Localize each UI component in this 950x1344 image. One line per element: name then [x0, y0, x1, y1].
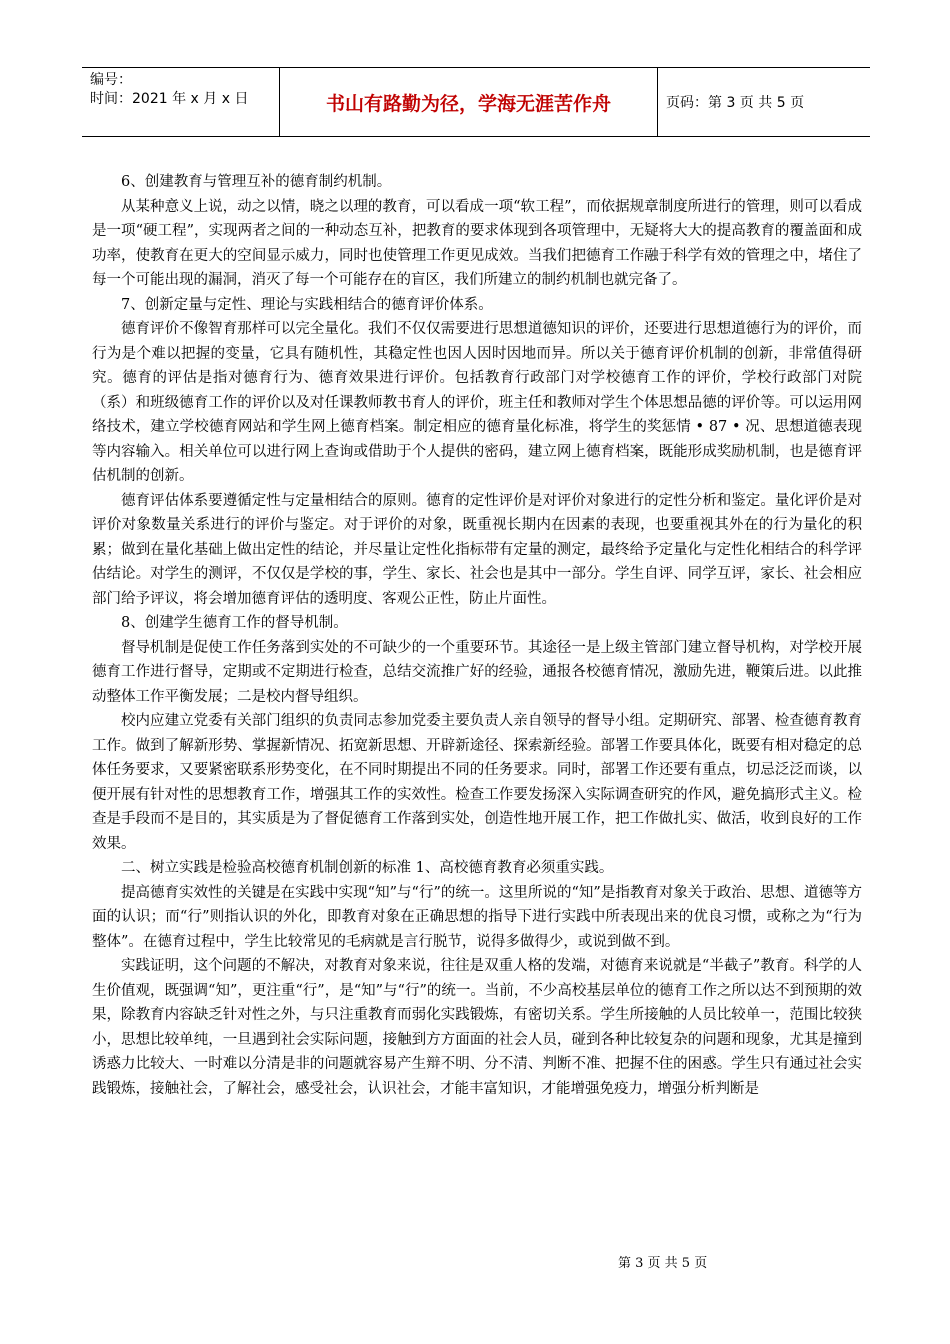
header-page-label: 页码：第 3 页 共 5 页 [666, 95, 805, 111]
paragraph: 提高德育实效性的关键是在实践中实现“知”与“行”的统一。这里所说的“知”是指教育对象关于政治、思想、道德等方面的认识；而“行”则指认识的外化，即教育对象在正确思想的指导下进行实践中所表现出来的优良习惯，或称之为“行为整体”。在德育过程中，学生比较常见的毛病就是言行脱节，说得多做得少，或说到做不到。 [92, 884, 862, 950]
paragraph: 德育评价不像智育那样可以完全量化。我们不仅仅需要进行思想道德知识的评价，还要进行思想道德行为的评价，而行为是个难以把握的变量，它具有随机性，其稳定性也因人因时因地而异。所以关于德育评价机制的创新，非常值得研究。德育的评估是指对德育行为、德育效果进行评价。包括教育行政部门对学校德育工作的评价，学校行政部门对院（系）和班级德育工作的评价以及对任课教师教书育人的评价，班主任和教师对学生个体思想品德的评价等。可以运用网络技术，建立学校德育网站和学生网上德育档案。制定相应的德育量化标准，将学生的奖惩情 • 87 • 况、思想道德表现等内容输入。相关单位可以进行网上查询或借助于个人提供的密码，建立网上德育档案，既能形成奖励机制，也是德育评估机制的创新。 [92, 321, 862, 484]
paragraph: 8、创建学生德育工作的督导机制。 [121, 615, 348, 631]
paragraph: 二、树立实践是检验高校德育机制创新的标准 1、高校德育教育必须重实践。 [121, 860, 614, 876]
time-label: 时间：2021 年 x 月 x 日 [90, 91, 249, 107]
paragraph: 从某种意义上说，动之以情，晓之以理的教育，可以看成一项“软工程”，而依据规章制度所进行的管理，则可以看成是一项“硬工程”，实现两者之间的一种动态互补，把教育的要求体现到各项管理中，无疑将大大的提高教育的覆盖面和成功率，使教育在更大的空间显示威力，同时也使管理工作更见成效。当我们把德育工作融于科学有效的管理之中，堵住了每一个可能出现的漏洞，消灭了每一个可能存在的盲区，我们所建立的制约机制也就完备了。 [92, 198, 862, 288]
document-body [92, 170, 862, 1101]
paragraph: 6、创建教育与管理互补的德育制约机制。 [121, 174, 392, 190]
paragraph: 实践证明，这个问题的不解决，对教育对象来说，往往是双重人格的发端，对德育来说就是“半截子”教育。科学的人生价值观，既强调“知”，更注重“行”，是“知”与“行”的统一。当前，不少高校基层单位的德育工作之所以达不到预期的效果，除教育内容缺乏针对性之外，与只注重教育而弱化实践锻炼，有密切关系。学生所接触的人员比较单一，范围比较狭小，思想比较单纯，一旦遇到社会实际问题，接触到方方面面的社会人员，碰到各种比较复杂的问题和现象，尤其是撞到诱惑力比较大、一时难以分清是非的问题就容易产生辩不明、分不清、判断不准、把握不住的困惑。学生只有通过社会实践锻炼，接触社会，了解社会，感受社会，认识社会，才能丰富知识，才能增强免疫力，增强分析判断是 [92, 958, 862, 1097]
paragraph: 7、创新定量与定性、理论与实践相结合的德育评价体系。 [121, 296, 493, 313]
page-footer: 第 3 页 共 5 页 [618, 1256, 708, 1271]
paragraph: 德育评估体系要遵循定性与定量相结合的原则。德育的定性评价是对评价对象进行的定性分析和鉴定。量化评价是对评价对象数量关系进行的评价与鉴定。对于评价的对象，既重视长期内在因素的表现，也要重视其外在的行为量化的积累；做到在量化基础上做出定性的结论，并尽量让定性化指标带有定量的测定，最终给予定量化与定性化相结合的科学评估结论。对学生的测评，不仅仅是学校的事，学生、家长、社会也是其中一部分。学生自评、同学互评，家长、社会相应部门给予评议，将会增加德育评估的透明度、客观公正性，防止片面性。 [92, 492, 862, 607]
header-motto: 书山有路勤为径，学海无涯苦作舟 [280, 68, 658, 136]
number-label: 编号： [90, 72, 132, 88]
page-header [82, 67, 870, 137]
paragraph: 督导机制是促使工作任务落到实处的不可缺少的一个重要环节。其途径一是上级主管部门建立督导机构，对学校开展德育工作进行督导，定期或不定期进行检查，总结交流推广好的经验，通报各校德育情况，激励先进，鞭策后进。以此推动整体工作平衡发展；二是校内督导组织。 [92, 639, 862, 705]
paragraph: 校内应建立党委有关部门组织的负责同志参加党委主要负责人亲自领导的督导小组。定期研究、部署、检查德育教育工作。做到了解新形势、掌握新情况、拓宽新思想、开辟新途径、探索新经验。部署工作要具体化，既要有相对稳定的总体任务要求，又要紧密联系形势变化，在不同时期提出不同的任务要求。同时，部署工作还要有重点，切忌泛泛而谈，以便开展有针对性的思想教育工作，增强其工作的实效性。检查工作要发扬深入实际调查研究的作风，避免搞形式主义。检查是手段而不是目的，其实质是为了督促德育工作落到实处，创造性地开展工作，把工作做扎实、做活，收到良好的工作效果。 [92, 713, 862, 852]
header-left-cell [82, 68, 280, 136]
